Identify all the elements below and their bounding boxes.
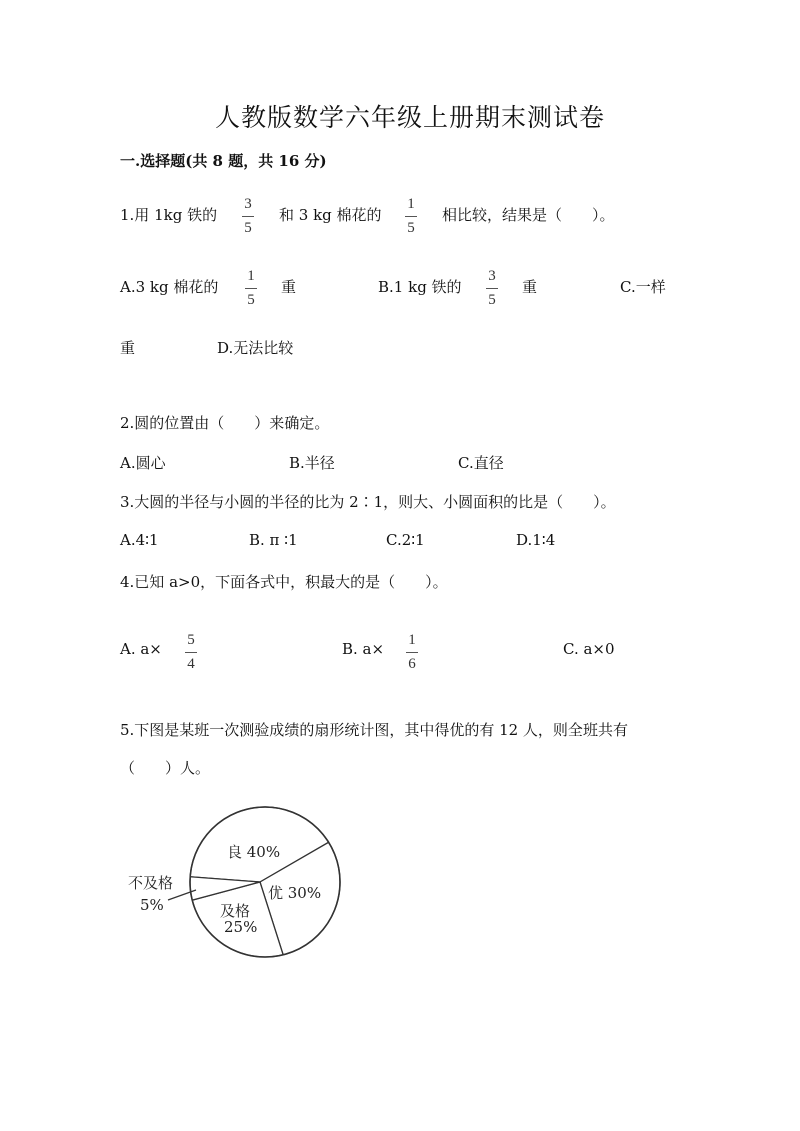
frac-numerator: 1 — [407, 196, 415, 212]
q3-option-c: C.2∶1 — [386, 531, 425, 549]
q4-stem: 4.已知 a>0，下面各式中，积最大的是（ ）。 — [120, 573, 448, 591]
frac-denominator: 5 — [247, 292, 255, 308]
section-heading: 一.选择题(共 8 题，共 16 分) — [120, 152, 327, 170]
q1-option-a-suffix: 重 — [281, 278, 297, 296]
q3-stem: 3.大圆的半径与小圆的半径的比为 2∶1，则大、小圆面积的比是（ ）。 — [120, 493, 616, 511]
q4-option-a-fraction — [184, 632, 198, 673]
q1-option-c-wrap: 重 — [120, 339, 136, 357]
page-title: 人教版数学六年级上册期末测试卷 — [215, 103, 606, 132]
q2-stem: 2.圆的位置由（ ）来确定。 — [120, 414, 330, 432]
label-excellent: 优 30% — [268, 884, 322, 902]
q1-option-c-text: C.一样 — [620, 278, 666, 296]
q1-option-b-fraction — [485, 268, 499, 309]
frac-denominator: 6 — [408, 656, 416, 672]
frac-numerator: 1 — [408, 632, 416, 648]
q4-option-c-text: C. a×0 — [563, 640, 615, 658]
q3-option-d: D.1∶4 — [516, 531, 556, 549]
frac-denominator: 5 — [407, 220, 415, 236]
label-good: 良 40% — [227, 843, 281, 861]
frac-numerator: 3 — [244, 196, 252, 212]
q1-option-a-text: A.3 kg 棉花的 — [120, 278, 219, 296]
frac-numerator: 3 — [488, 268, 496, 284]
frac-denominator: 5 — [488, 292, 496, 308]
label-pass-line-1: 及格 — [220, 902, 251, 920]
q1-option-d-text: D.无法比较 — [217, 339, 294, 357]
frac-denominator: 5 — [244, 220, 252, 236]
q2-option-b: B.半径 — [289, 454, 335, 472]
pie-chart — [120, 800, 360, 970]
q3-option-a: A.4∶1 — [120, 531, 159, 549]
q1-option-a-fraction — [244, 268, 258, 309]
frac-numerator: 5 — [187, 632, 195, 648]
label-fail-line-1: 不及格 — [128, 874, 174, 892]
q3-option-b: B. π ∶1 — [249, 531, 298, 549]
q4-option-b-text: B. a× — [342, 640, 385, 658]
label-fail-line-2: 5% — [140, 896, 164, 914]
q1-option-b-text: B.1 kg 铁的 — [378, 278, 462, 296]
frac-numerator: 1 — [247, 268, 255, 284]
q4-option-a-text: A. a× — [120, 640, 162, 658]
q1-stem-part-a: 1.用 1kg 铁的 — [120, 206, 218, 224]
q1-fraction-a — [241, 196, 255, 237]
q2-option-a: A.圆心 — [120, 454, 166, 472]
q1-stem-part-b: 和 3 kg 棉花的 — [279, 206, 382, 224]
frac-denominator: 4 — [187, 656, 195, 672]
label-pass-line-2: 25% — [224, 918, 258, 936]
q1-fraction-b — [404, 196, 418, 237]
q5-stem-line-2: （ ）人。 — [120, 759, 211, 777]
q1-option-b-suffix: 重 — [522, 278, 538, 296]
q1-stem-part-c: 相比较，结果是（ ）。 — [442, 206, 615, 224]
q5-stem-line-1: 5.下图是某班一次测验成绩的扇形统计图，其中得优的有 12 人，则全班共有 — [120, 721, 628, 739]
q4-option-b-fraction — [405, 632, 419, 673]
q2-option-c: C.直径 — [458, 454, 504, 472]
